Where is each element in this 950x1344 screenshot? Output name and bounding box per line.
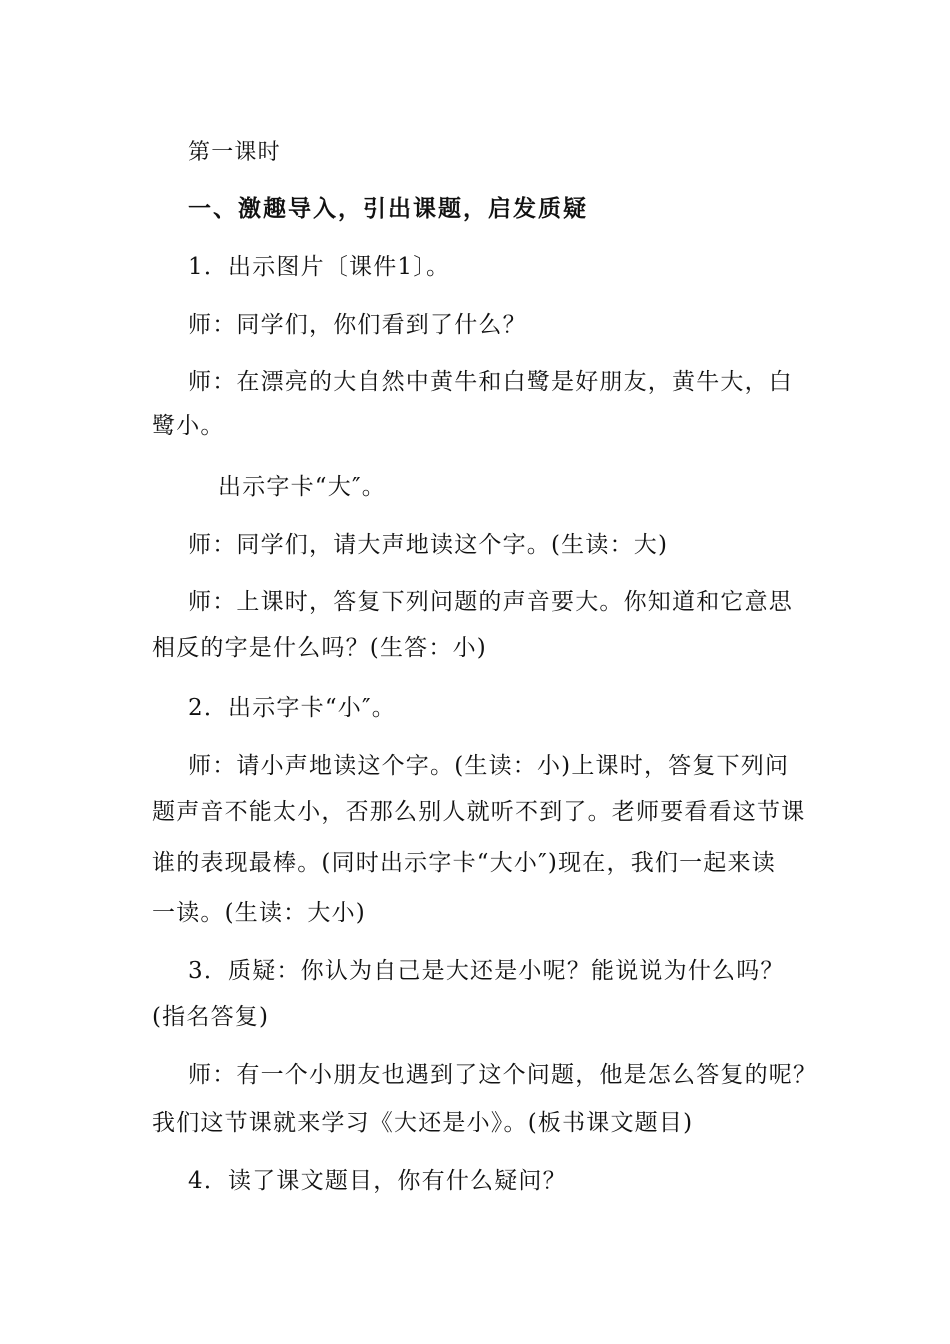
paragraph-line: 师：同学们，你们看到了什么？ [188, 312, 527, 338]
paragraph-line: 出示字卡“大″。 [218, 474, 386, 500]
paragraph-line: 师：同学们，请大声地读这个字。(生读：大) [188, 532, 669, 558]
paragraph-line: 鹭小。 [152, 413, 225, 439]
paragraph-line: 师：请小声地读这个字。(生读：小)上课时，答复下列问 [188, 753, 790, 779]
paragraph-line: 相反的字是什么吗？(生答：小) [152, 635, 487, 661]
paragraph-line: 师：有一个小朋友也遇到了这个问题，他是怎么答复的呢？ [188, 1062, 818, 1088]
session-title: 第一课时 [188, 140, 281, 165]
paragraph-line: 一读。(生读：大小) [152, 900, 366, 926]
paragraph-line: 3．质疑：你认为自己是大还是小呢？能说说为什么吗？ [188, 958, 785, 984]
paragraph-line: 师：在漂亮的大自然中黄牛和白鹭是好朋友，黄牛大，白 [188, 369, 793, 395]
paragraph-line: 1．出示图片〔课件1〕。 [188, 254, 451, 280]
section-heading: 一、激趣导入，引出课题，启发质疑 [188, 195, 588, 222]
paragraph-line: 谁的表现最棒。(同时出示字卡“大小″)现在，我们一起来读 [152, 850, 776, 876]
paragraph-line: 师：上课时，答复下列问题的声音要大。你知道和它意思 [188, 589, 793, 615]
paragraph-line: 4．读了课文题目，你有什么疑问？ [188, 1168, 567, 1194]
paragraph-line: 题声音不能太小，否那么别人就听不到了。老师要看看这节课 [152, 799, 806, 825]
paragraph-line: (指名答复) [152, 1004, 270, 1030]
paragraph-line: 我们这节课就来学习《大还是小》。(板书课文题目) [152, 1110, 694, 1136]
paragraph-line: 2．出示字卡“小″。 [188, 695, 396, 721]
